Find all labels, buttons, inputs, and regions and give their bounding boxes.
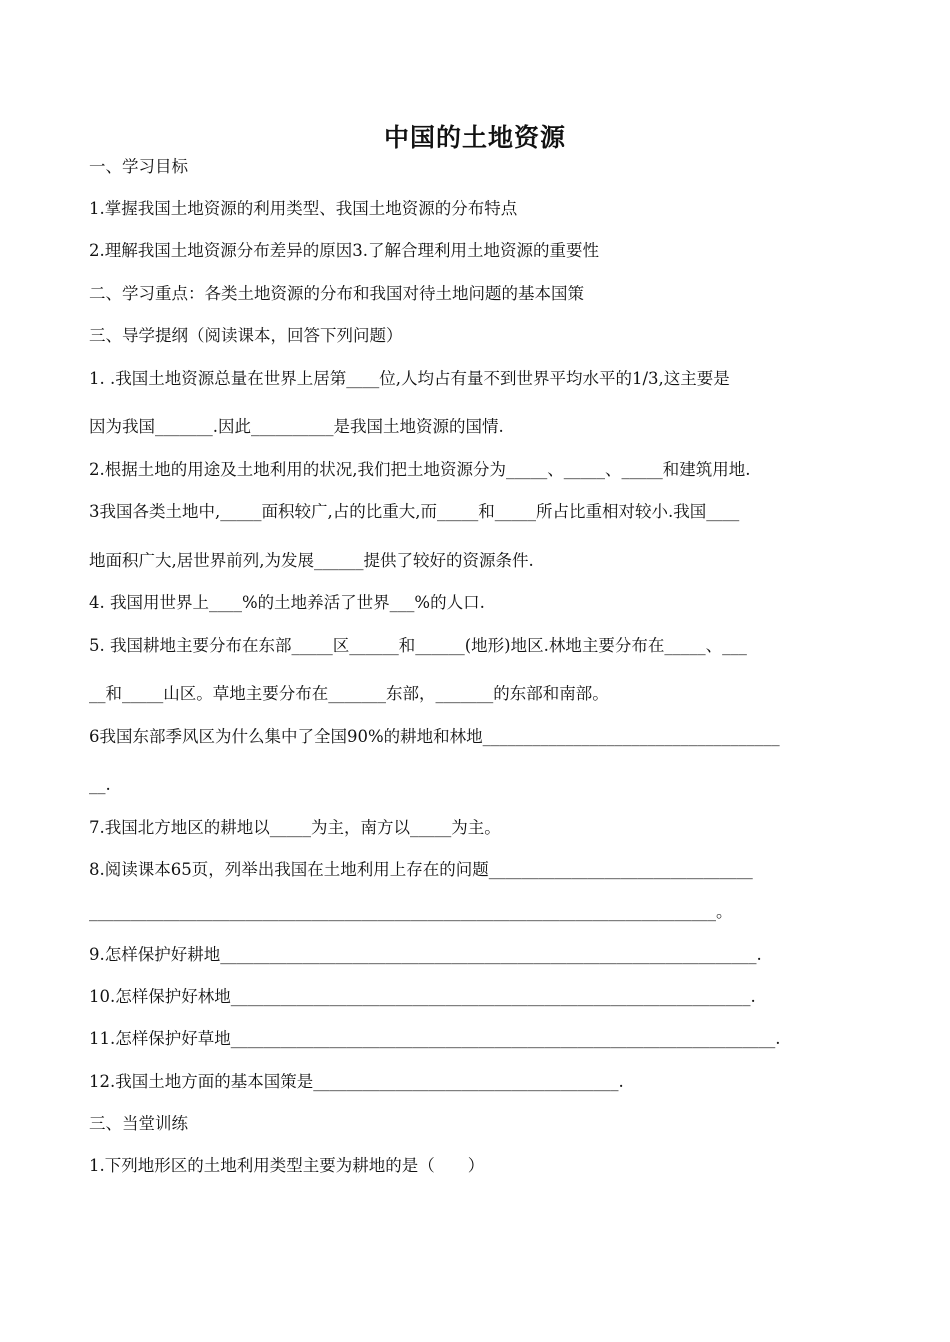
- question-12: 12.我国土地方面的基本国策是_____________________________________.: [89, 1072, 624, 1091]
- goal-item-2: 2.理解我国土地资源分布差异的原因3.了解合理利用土地资源的重要性: [89, 241, 599, 260]
- section-heading-focus: 二、学习重点：各类土地资源的分布和我国对待土地问题的基本国策: [89, 284, 584, 303]
- question-8-line-1: 8.阅读课本65页，列举出我国在土地利用上存在的问题________________________________: [89, 860, 753, 879]
- section-heading-goals: 一、学习目标: [89, 157, 188, 176]
- question-10: 10.怎样保护好林地_______________________________________________________________.: [89, 987, 756, 1006]
- question-3-line-1: 3我国各类土地中,_____面积较广,占的比重大,而_____和_____所占比重相对较小.我国____: [89, 502, 740, 521]
- question-4: 4. 我国用世界上____%的土地养活了世界___%的人口.: [89, 593, 485, 612]
- goal-item-1: 1.掌握我国土地资源的利用类型、我国土地资源的分布特点: [89, 199, 518, 218]
- question-2: 2.根据土地的用途及土地利用的状况,我们把土地资源分为_____、_____、_____和建筑用地.: [89, 460, 751, 479]
- question-8-line-2: ____________________________________________________________________________。: [89, 902, 733, 921]
- question-5-line-2: __和_____山区。草地主要分布在_______东部，_______的东部和南部。: [89, 684, 609, 703]
- question-5-line-1: 5. 我国耕地主要分布在东部_____区______和______(地形)地区.林地主要分布在_____、___: [89, 636, 747, 655]
- section-heading-practice: 三、当堂训练: [89, 1114, 188, 1133]
- page-title: 中国的土地资源: [383, 123, 566, 152]
- question-7: 7.我国北方地区的耕地以_____为主，南方以_____为主。: [89, 818, 501, 837]
- question-9: 9.怎样保护好耕地_________________________________________________________________.: [89, 945, 762, 964]
- question-1-line-1: 1. .我国土地资源总量在世界上居第____位,人均占有量不到世界平均水平的1/3,这主要是: [89, 369, 730, 388]
- question-6-line-2: __.: [89, 775, 111, 794]
- question-3-line-2: 地面积广大,居世界前列,为发展______提供了较好的资源条件.: [89, 551, 534, 570]
- question-6-line-1: 6我国东部季风区为什么集中了全国90%的耕地和林地____________________________________: [89, 727, 780, 746]
- question-11: 11.怎样保护好草地__________________________________________________________________.: [89, 1029, 781, 1048]
- practice-question-1: 1.下列地形区的土地利用类型主要为耕地的是（ ）: [89, 1156, 485, 1175]
- section-heading-outline: 三、导学提纲（阅读课本，回答下列问题）: [89, 326, 403, 345]
- question-1-line-2: 因为我国_______.因此__________是我国土地资源的国情.: [89, 417, 504, 436]
